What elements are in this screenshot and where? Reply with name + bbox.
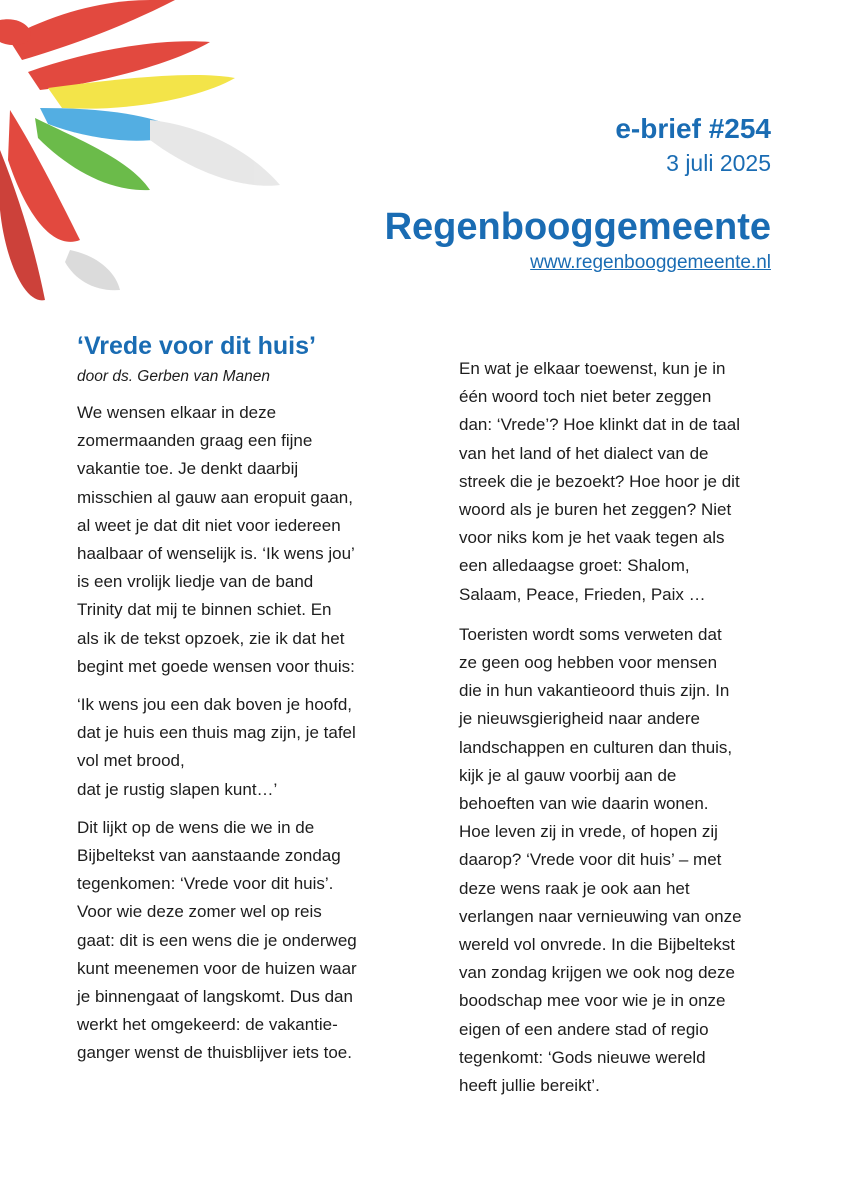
text-line: kunt meenemen voor de huizen waar	[77, 958, 357, 978]
text-line: vol met brood,	[77, 751, 185, 771]
text-line: dat je rustig slapen kunt…’	[77, 779, 278, 799]
text-line: dat je huis een thuis mag zijn, je tafel	[77, 723, 356, 743]
text-line: ganger wenst de thuisblijver iets toe.	[77, 1043, 352, 1063]
text-line: eigen of een andere stad of regio	[459, 1019, 709, 1039]
text-line: misschien al gauw aan eropuit gaan,	[77, 487, 353, 507]
text-line: behoeften van wie daarin wonen.	[459, 794, 709, 814]
text-line: zomermaanden graag een fijne	[77, 431, 313, 451]
text-line: ze geen oog hebben voor mensen	[459, 653, 718, 673]
text-line: verlangen naar vernieuwing van onze	[459, 906, 742, 926]
text-line: is een vrolijk liedje van de band	[77, 572, 314, 592]
text-line: heeft jullie bereikt’.	[459, 1076, 600, 1096]
article-paragraph	[77, 399, 397, 681]
article-paragraph	[77, 814, 397, 1068]
text-line: ‘Ik wens jou een dak boven je hoofd,	[77, 695, 353, 715]
text-line: werkt het omgekeerd: de vakantie-	[77, 1015, 338, 1035]
text-line: woord als je buren het zeggen? Niet	[459, 500, 732, 520]
text-line: landschappen en culturen dan thuis,	[459, 737, 733, 757]
article-title: ‘Vrede voor dit huis’	[77, 332, 316, 360]
text-line: Dit lijkt op de wens die we in de	[77, 817, 315, 837]
article-left-column	[77, 330, 397, 1078]
text-line: gaat: dit is een wens die je onderweg	[77, 930, 357, 950]
article-byline: door ds. Gerben van Manen	[77, 368, 271, 385]
article-paragraph	[77, 691, 397, 804]
text-line: van het land of het dialect van de	[459, 443, 709, 463]
text-line: streek die je bezoekt? Hoe hoor je dit	[459, 471, 740, 491]
organization-name: Regenbooggemeente	[384, 206, 771, 248]
text-line: Bijbeltekst van aanstaande zondag	[77, 846, 341, 866]
text-line: al weet je dat dit niet voor iedereen	[77, 515, 341, 535]
text-line: een alledaagse groet: Shalom,	[459, 556, 690, 576]
article-paragraph	[459, 621, 779, 1100]
text-line: kijk je al gauw voorbij aan de	[459, 765, 677, 785]
text-line: tegenkomen: ‘Vrede voor dit huis’.	[77, 874, 334, 894]
text-line: boodschap mee voor wie je in onze	[459, 991, 726, 1011]
text-line: begint met goede wensen voor thuis:	[77, 656, 355, 676]
text-line: Toeristen wordt soms verweten dat	[459, 624, 722, 644]
issue-date: 3 juli 2025	[666, 150, 771, 176]
text-line: vakantie toe. Je denkt daarbij	[77, 459, 299, 479]
article-paragraph	[459, 355, 779, 609]
text-line: één woord toch niet beter zeggen	[459, 387, 712, 407]
text-line: deze wens raak je ook aan het	[459, 878, 690, 898]
text-line: je binnengaat of langskomt. Dus dan	[77, 987, 353, 1007]
text-line: En wat je elkaar toewenst, kun je in	[459, 359, 726, 378]
article-right-column	[459, 355, 779, 1112]
text-line: als ik de tekst opzoek, zie ik dat het	[77, 628, 345, 648]
rainbow-flower-logo-icon	[0, 0, 320, 320]
text-line: Voor wie deze zomer wel op reis	[77, 902, 322, 922]
text-line: je nieuwsgierigheid naar andere	[459, 709, 700, 729]
website-link[interactable]: www.regenbooggemeente.nl	[530, 252, 771, 273]
text-line: daarop? ‘Vrede voor dit huis’ – met	[459, 850, 722, 870]
text-line: Trinity dat mij te binnen schiet. En	[77, 600, 332, 620]
text-line: haalbaar of wenselijk is. ‘Ik wens jou’	[77, 544, 355, 564]
issue-number: e-brief #254	[615, 113, 771, 144]
text-line: Salaam, Peace, Frieden, Paix …	[459, 584, 706, 604]
text-line: We wensen elkaar in deze	[77, 403, 277, 422]
text-line: die in hun vakantieoord thuis zijn. In	[459, 681, 730, 701]
text-line: tegenkomt: ‘Gods nieuwe wereld	[459, 1047, 706, 1067]
text-line: voor niks kom je het vaak tegen als	[459, 528, 725, 548]
text-line: van zondag krijgen we ook nog deze	[459, 963, 735, 983]
text-line: dan: ‘Vrede’? Hoe klinkt dat in de taal	[459, 415, 740, 435]
newsletter-header	[385, 110, 771, 276]
text-line: wereld vol onvrede. In die Bijbeltekst	[459, 935, 735, 955]
text-line: Hoe leven zij in vrede, of hopen zij	[459, 822, 718, 842]
